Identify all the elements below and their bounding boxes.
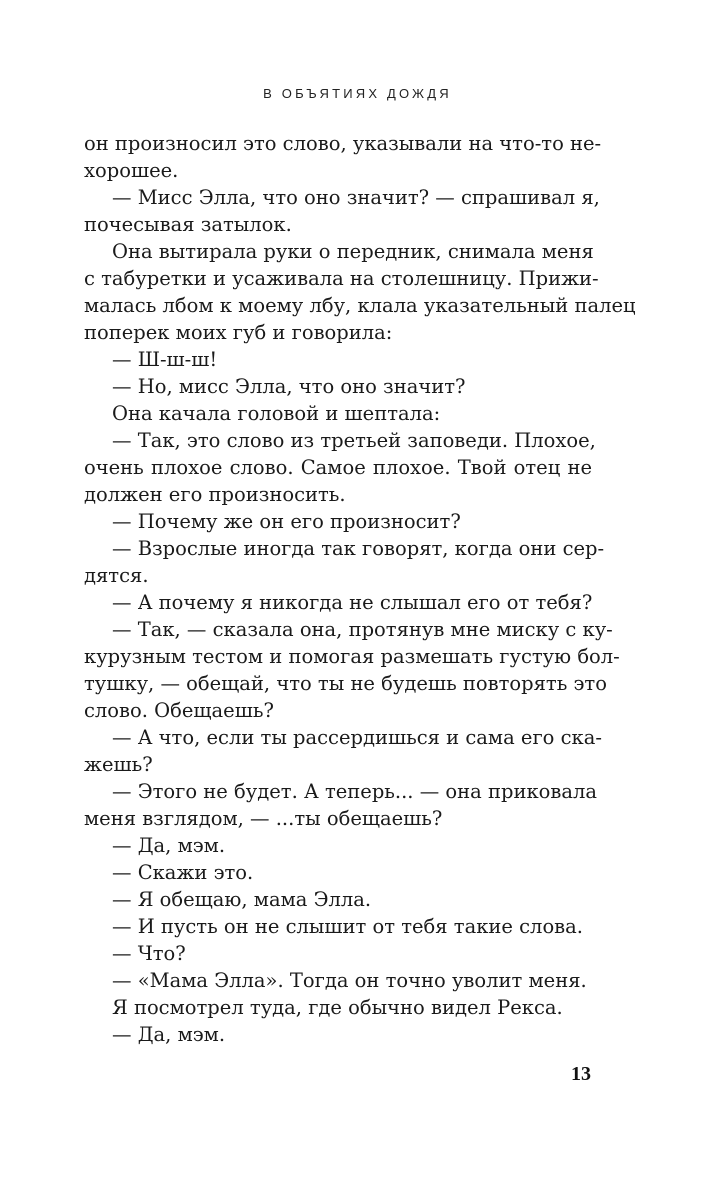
text-line: — Мисс Элла, что оно значит? — спрашивал я, <box>112 186 600 209</box>
text-line: — Скажи это. <box>112 861 254 884</box>
text-line: меня взглядом, — ...ты обещаешь? <box>84 807 443 830</box>
text-line: — Этого не будет. А теперь... — она приковала <box>112 780 597 803</box>
text-line: — И пусть он не слышит от тебя такие слова. <box>112 915 583 938</box>
text-line: жешь? <box>84 753 153 776</box>
text-line: — Ш-ш-ш! <box>112 348 218 371</box>
text-line: — Так, это слово из третьей заповеди. Плохое, <box>112 429 596 452</box>
text-line: — «Мама Элла». Тогда он точно уволит меня. <box>112 969 587 992</box>
text-line: — Да, мэм. <box>112 1023 226 1046</box>
text-line: Я посмотрел туда, где обычно видел Рекса. <box>112 996 563 1019</box>
text-line: — Взрослые иногда так говорят, когда они сер- <box>112 537 605 560</box>
text-line: должен его произносить. <box>84 483 346 506</box>
text-line: с табуретки и усаживала на столешницу. Прижи- <box>84 267 599 290</box>
text-line: курузным тестом и помогая размешать густую бол- <box>84 645 620 668</box>
text-line: Она вытирала руки о передник, снимала меня <box>112 240 594 263</box>
body-text <box>84 130 636 1048</box>
text-line: очень плохое слово. Самое плохое. Твой отец не <box>84 456 592 479</box>
text-line: дятся. <box>84 564 149 587</box>
text-line: — Что? <box>112 942 186 965</box>
text-line: тушку, — обещай, что ты не будешь повторять это <box>84 672 607 695</box>
text-line: малась лбом к моему лбу, клала указательный палец <box>84 294 636 317</box>
text-line: слово. Обещаешь? <box>84 699 274 722</box>
text-line: — Но, мисс Элла, что оно значит? <box>112 375 466 398</box>
text-line: Она качала головой и шептала: <box>112 402 441 425</box>
text-line: хорошее. <box>84 159 179 182</box>
text-line: почесывая затылок. <box>84 213 292 236</box>
text-line: — Я обещаю, мама Элла. <box>112 888 372 911</box>
text-line: он произносил это слово, указывали на что-то не- <box>84 132 602 155</box>
text-line: поперек моих губ и говорила: <box>84 321 393 344</box>
running-title: В ОБЪЯТИЯХ ДОЖДЯ <box>263 86 452 101</box>
text-line: — Почему же он его произносит? <box>112 510 461 533</box>
text-line: — А что, если ты рассердишься и сама его ска- <box>112 726 602 749</box>
text-line: — Да, мэм. <box>112 834 226 857</box>
page-number: 13 <box>571 1063 591 1085</box>
text-line: — Так, — сказала она, протянув мне миску с ку- <box>112 618 613 641</box>
text-line: — А почему я никогда не слышал его от тебя? <box>112 591 593 614</box>
